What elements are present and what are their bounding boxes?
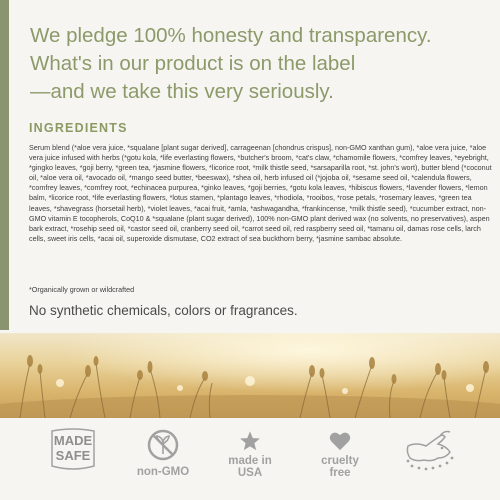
made-in-label: made in [228, 455, 272, 467]
meadow-photo [0, 333, 500, 418]
accent-bar [0, 0, 9, 330]
meadow-illustration [0, 333, 500, 418]
usa-label: USA [237, 467, 263, 479]
headline-line-1: We pledge 100% honesty and transparency. [30, 24, 432, 47]
made-safe-line-1: MADE [53, 433, 93, 448]
tagline: No synthetic chemicals, colors or fragrances. [29, 303, 298, 318]
made-in-usa-badge [215, 428, 285, 480]
ingredients-heading: INGREDIENTS [29, 121, 128, 135]
non-gmo-label: non-GMO [136, 466, 190, 478]
cruelty-label: cruelty [321, 455, 359, 467]
made-safe-line-2: SAFE [55, 448, 91, 463]
headline-line-3: —and we take this very seriously. [30, 80, 334, 103]
free-label: free [329, 467, 351, 479]
ingredients-note: *Organically grown or wildcrafted [29, 285, 135, 294]
heart-icon [329, 431, 351, 451]
non-gmo-badge [130, 428, 196, 478]
leaping-bunny-icon [402, 428, 458, 472]
made-safe-badge [50, 428, 96, 472]
cruelty-free-badge [305, 428, 375, 480]
star-icon [239, 430, 261, 452]
headline [30, 22, 490, 106]
leaping-bunny-badge [402, 428, 458, 472]
headline-line-2: What's in our product is on the label [30, 52, 356, 75]
non-gmo-icon [146, 428, 180, 462]
ingredients-list: Serum blend (*aloe vera juice, *squalane [plant sugar derived], carrageenan [chondrus crispus], non-GMO xanthan gum), *aloe vera juice, *aloe vera juice infused with herbs (*gotu kola, *life everlasting flowers, *butcher's broom, *cat's claw, *chamomile flowers, *comfrey leaves, *eyebright, *gingko leaves, *goji berry, *green tea, *jasmine flowers, *licorice root, *milk thistle seed, *sarsaparilla root, *st. john's wort), butter blend (*coconut oil, *aloe vera oil, *avocado oil, *mango seed butter, *beeswax), *shea oil, herb infused oil (*jojoba oil, *sesame seed oil, *calendula flowers, *comfrey leaves, *comfrey root, *echinacea purpurea, *ginko leaves, *goji berries, *gotu kola leaves, *hibiscus flowers, *lavender flowers, *lemon balm, *licorice root, *life everlasting flowers, *lotus stamen, *plantago leaves, *rhodiola, *rooibos, *rose petals, *rosemary leaves, *green tea leaves, *shavegrass (horsetail herb), *violet leaves, *acai fruit, *amla, *ashwagandha, *frankincense, *milk thistle seed), *cucumber extract, non-GMO vitamin E tocopherols, CoQ10 & *squalane (plant sugar derived), 100% non-GMO plant derived wax (no solvents, no preservatives), aspen bark extract, *rosehip seed oil, *castor seed oil, cranberry seed oil, *carrot seed oil, red raspberry seed oil, *tamanu oil, damas rose cells, larch cells, sweet iris cells, *acai oil, superoxide dismutase, CO2 extract of sea buckthorn berry, *jasmine sambac absolute. [29, 143, 492, 243]
